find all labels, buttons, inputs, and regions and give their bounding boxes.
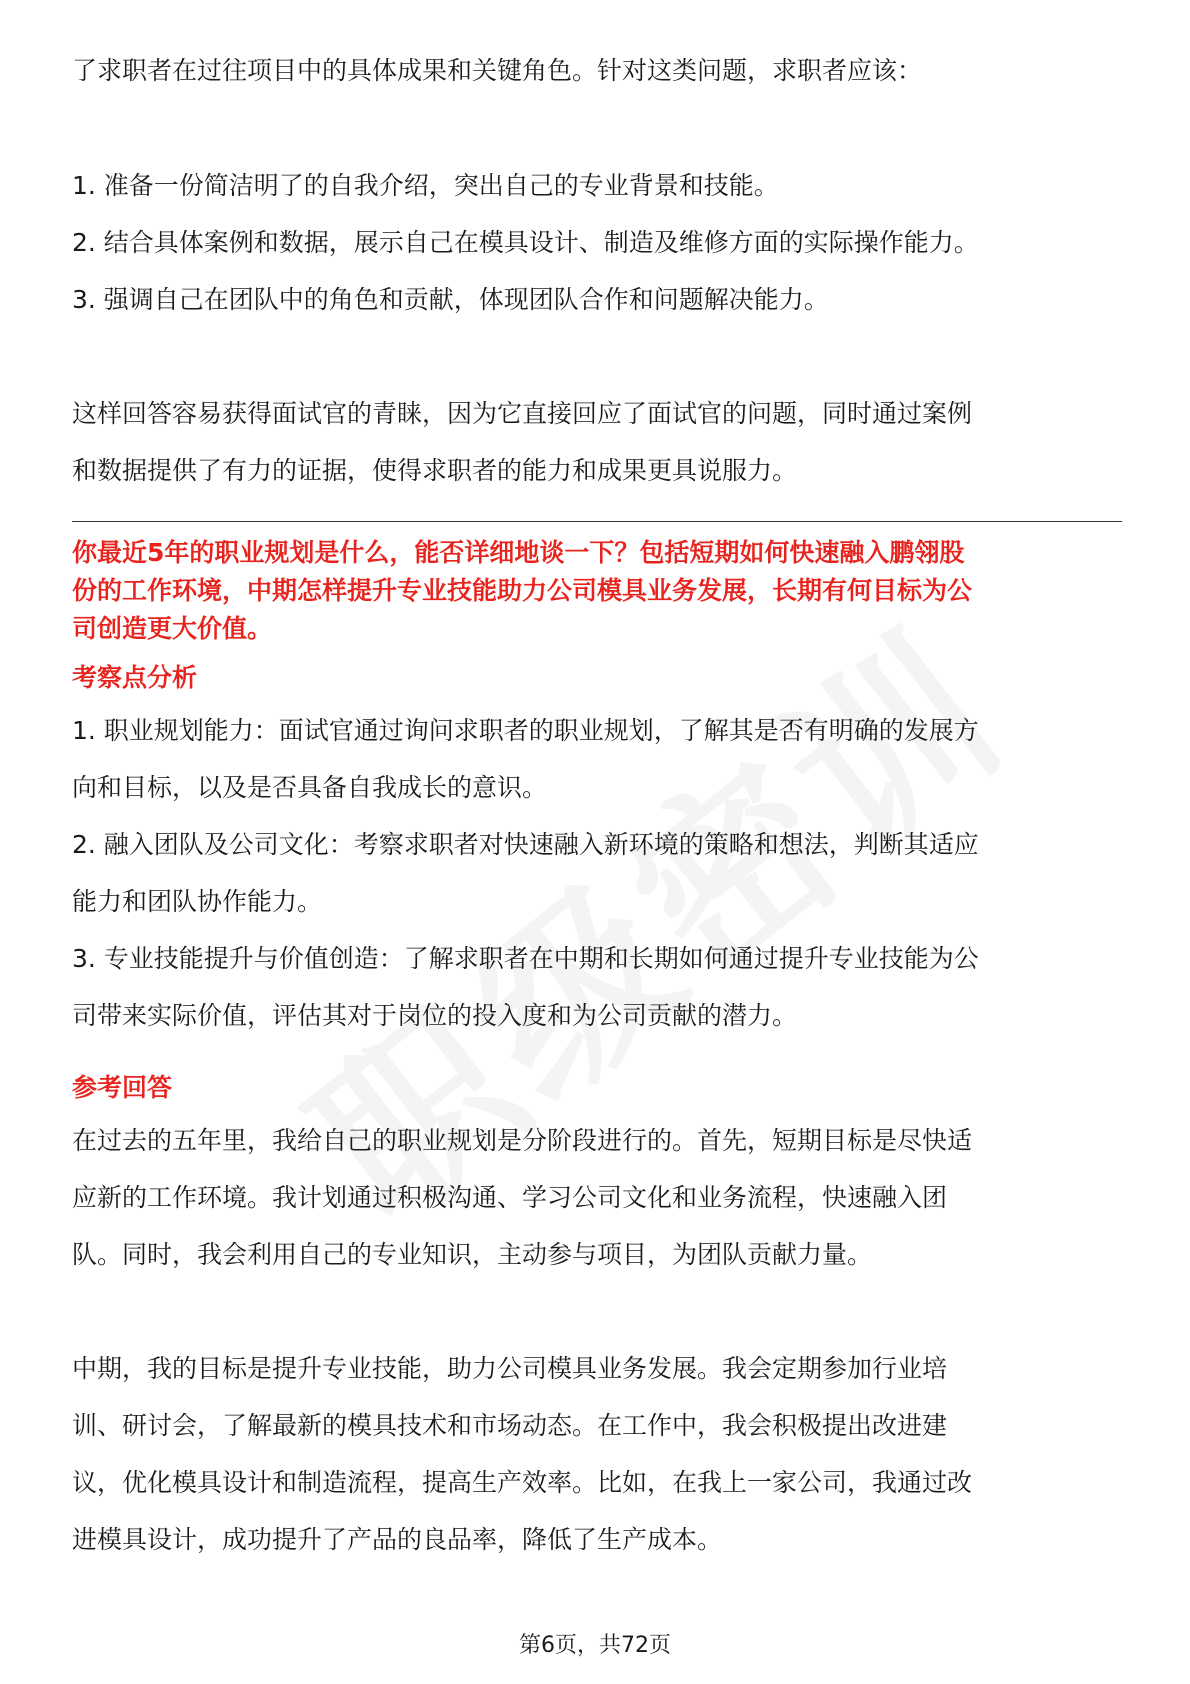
analysis-point: 3. 专业技能提升与价值创造：了解求职者在中期和长期如何通过提升专业技能为公 <box>72 944 979 973</box>
summary-text: 这样回答容易获得面试官的青睐，因为它直接回应了面试官的问题，同时通过案例 <box>72 399 973 428</box>
answer-paragraph: 训、研讨会，了解最新的模具技术和市场动态。在工作中，我会积极提出改进建 <box>72 1411 948 1440</box>
analysis-point: 能力和团队协作能力。 <box>72 887 323 916</box>
interview-question: 你最近5年的职业规划是什么，能否详细地谈一下？包括短期如何快速融入鹏翎股 份的工作环境，中期怎样提升专业技能助力公司模具业务发展，长期有何目标为公 司创造更大价值。 <box>72 538 973 643</box>
answer-paragraph: 在过去的五年里，我给自己的职业规划是分阶段进行的。首先，短期目标是尽快适 <box>72 1126 973 1155</box>
analysis-heading: 考察点分析 <box>72 663 198 692</box>
section-divider <box>72 521 1122 522</box>
answer-paragraph: 队。同时，我会利用自己的专业知识，主动参与项目，为团队贡献力量。 <box>72 1240 873 1269</box>
tip-item: 1. 准备一份简洁明了的自我介绍，突出自己的专业背景和技能。 <box>72 171 779 200</box>
analysis-point: 1. 职业规划能力：面试官通过询问求职者的职业规划，了解其是否有明确的发展方 <box>72 716 979 745</box>
analysis-point: 2. 融入团队及公司文化：考察求职者对快速融入新环境的策略和想法，判断其适应 <box>72 830 979 859</box>
answer-heading: 参考回答 <box>72 1073 173 1102</box>
page-number: 第6页，共72页 <box>519 1633 671 1658</box>
summary-text: 和数据提供了有力的证据，使得求职者的能力和成果更具说服力。 <box>72 456 798 485</box>
tip-item: 2. 结合具体案例和数据，展示自己在模具设计、制造及维修方面的实际操作能力。 <box>72 228 979 257</box>
analysis-point: 向和目标，以及是否具备自我成长的意识。 <box>72 773 548 802</box>
tip-item: 3. 强调自己在团队中的角色和贡献，体现团队合作和问题解决能力。 <box>72 285 829 314</box>
intro-text: 了求职者在过往项目中的具体成果和关键角色。针对这类问题，求职者应该： <box>72 56 923 85</box>
answer-paragraph: 议，优化模具设计和制造流程，提高生产效率。比如，在我上一家公司，我通过改 <box>72 1468 973 1497</box>
answer-paragraph: 进模具设计，成功提升了产品的良品率，降低了生产成本。 <box>72 1525 723 1554</box>
answer-paragraph: 中期，我的目标是提升专业技能，助力公司模具业务发展。我会定期参加行业培 <box>72 1354 948 1383</box>
page-content <box>72 42 1122 1568</box>
answer-paragraph: 应新的工作环境。我计划通过积极沟通、学习公司文化和业务流程，快速融入团 <box>72 1183 948 1212</box>
analysis-point: 司带来实际价值，评估其对于岗位的投入度和为公司贡献的潜力。 <box>72 1001 798 1030</box>
